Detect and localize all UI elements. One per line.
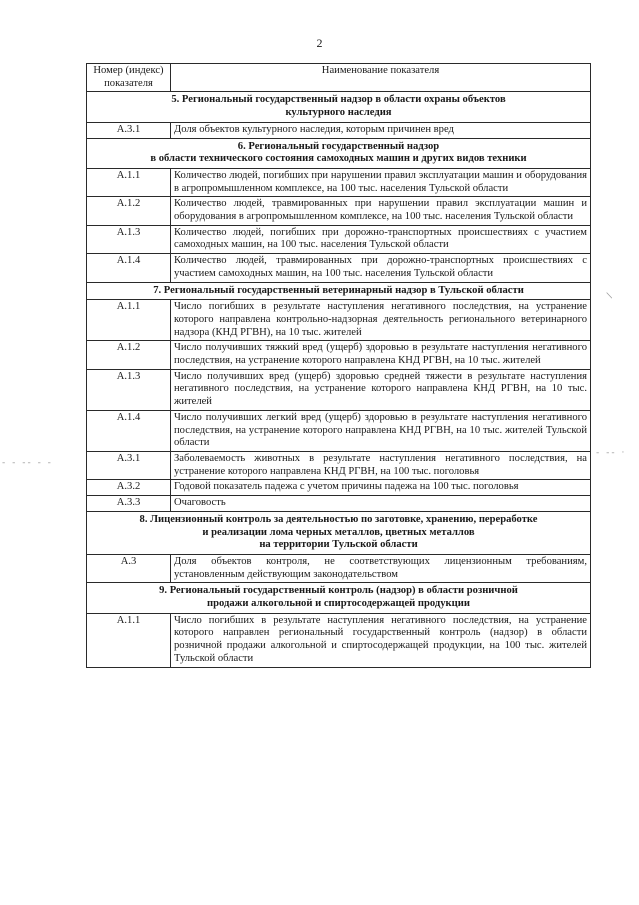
scan-artifact-left: - - -- - - bbox=[2, 458, 53, 468]
section-title-line: в области технического состояния самоходных машин и других видов техники bbox=[150, 153, 527, 165]
indicator-code: А.1.4 bbox=[87, 410, 171, 451]
table-row bbox=[87, 369, 591, 410]
table-row bbox=[87, 197, 591, 225]
section-title-row bbox=[87, 282, 591, 300]
section-title-line: 5. Региональный государственный надзор в области охраны объектов bbox=[171, 94, 506, 106]
section-title bbox=[87, 583, 591, 613]
indicator-code: А.1.2 bbox=[87, 341, 171, 369]
section-title bbox=[87, 282, 591, 300]
section-title-row bbox=[87, 138, 591, 168]
indicator-name: Количество людей, погибших при дорожно-транспортных происшествиях с участием самоходных машин, на 100 тыс. населения Тульской области bbox=[171, 225, 591, 253]
section-title-line: и реализации лома черных металлов, цветных металлов bbox=[202, 526, 475, 538]
table-row bbox=[87, 254, 591, 282]
indicator-code: А.1.3 bbox=[87, 225, 171, 253]
table-row bbox=[87, 410, 591, 451]
indicator-code: А.3.1 bbox=[87, 451, 171, 479]
header-code: Номер (индекс) показателя bbox=[87, 64, 171, 92]
table-row bbox=[87, 341, 591, 369]
indicator-name: Доля объектов культурного наследия, которым причинен вред bbox=[171, 122, 591, 138]
table-row bbox=[87, 496, 591, 512]
header-name: Наименование показателя bbox=[171, 64, 591, 92]
indicator-code: А.3.3 bbox=[87, 496, 171, 512]
indicator-name: Число получивших тяжкий вред (ущерб) здоровью в результате наступления негативного последствия, на устранение которого направлена КНД РГВН, на 10 тыс. жителей bbox=[171, 341, 591, 369]
indicator-name: Число получивших легкий вред (ущерб) здоровью в результате наступления негативного последствия, на устранение которого направлена КНД РГВН, на 10 тыс. жителей Тульской области bbox=[171, 410, 591, 451]
indicator-code: А.1.1 bbox=[87, 300, 171, 341]
section-title-row bbox=[87, 583, 591, 613]
indicator-code: А.1.1 bbox=[87, 168, 171, 196]
indicator-name: Заболеваемость животных в результате наступления негативного последствия, на устранение которого направлена КНД РГВН, на 100 тыс. поголовья bbox=[171, 451, 591, 479]
indicator-code: А.1.4 bbox=[87, 254, 171, 282]
indicator-name: Число погибших в результате наступления негативного последствия, на устранение которого направлена контрольно-надзорная деятельность регионального ветеринарного надзора (КНД РГВН), на 10 тыс. жителей bbox=[171, 300, 591, 341]
section-title-line: продажи алкогольной и спиртосодержащей продукции bbox=[207, 598, 470, 610]
indicator-name: Годовой показатель падежа с учетом причины падежа на 100 тыс. поголовья bbox=[171, 480, 591, 496]
table-row bbox=[87, 613, 591, 667]
indicator-code: А.1.1 bbox=[87, 613, 171, 667]
section-title bbox=[87, 511, 591, 554]
indicator-code: А.3.1 bbox=[87, 122, 171, 138]
table-row bbox=[87, 300, 591, 341]
table-row bbox=[87, 480, 591, 496]
table-row bbox=[87, 554, 591, 582]
indicator-code: А.1.3 bbox=[87, 369, 171, 410]
page-number: 2 bbox=[316, 36, 323, 50]
table-row bbox=[87, 168, 591, 196]
section-title bbox=[87, 138, 591, 168]
section-title-row bbox=[87, 511, 591, 554]
table-row bbox=[87, 225, 591, 253]
table-header-row bbox=[87, 64, 591, 92]
indicator-code: А.3.2 bbox=[87, 480, 171, 496]
section-title-line: 7. Региональный государственный ветеринарный надзор в Тульской области bbox=[153, 284, 524, 296]
indicator-code: А.3 bbox=[87, 554, 171, 582]
indicator-code: А.1.2 bbox=[87, 197, 171, 225]
scan-artifact-right: - -- · bbox=[596, 448, 627, 458]
indicator-name: Число получивших вред (ущерб) здоровью средней тяжести в результате наступления негативного последствия, на устранение которого направлена КНД РГВН, на 10 тыс. жителей bbox=[171, 369, 591, 410]
indicator-name: Очаговость bbox=[171, 496, 591, 512]
indicator-name: Доля объектов контроля, не соответствующих лицензионным требованиям, установленным действующим законодательством bbox=[171, 554, 591, 582]
scan-artifact-mark: / bbox=[604, 290, 617, 300]
section-title-line: 6. Региональный государственный надзор bbox=[237, 140, 440, 152]
table-row bbox=[87, 451, 591, 479]
indicators-table bbox=[86, 63, 591, 668]
indicator-name: Количество людей, погибших при нарушении правил эксплуатации машин и оборудования в агропромышленном комплексе, на 100 тыс. населения Тульской области bbox=[171, 168, 591, 196]
indicator-name: Количество людей, травмированных при нарушении правил эксплуатации машин и оборудования в агропромышленном комплексе, на 100 тыс. населения Тульской области bbox=[171, 197, 591, 225]
section-title-line: 8. Лицензионный контроль за деятельностью по заготовке, хранению, переработке bbox=[139, 513, 538, 525]
indicator-name: Количество людей, травмированных при дорожно-транспортных происшествиях с участием самоходных машин, на 100 тыс. населения Тульской области bbox=[171, 254, 591, 282]
section-title bbox=[87, 92, 591, 122]
section-title-row bbox=[87, 92, 591, 122]
indicator-name: Число погибших в результате наступления негативного последствия, на устранение которого направлен региональный государственный контроль (надзор) в области розничной продажи алкогольной и спиртосодержащей продукции, на 100 тыс. жителей Тульской области bbox=[171, 613, 591, 667]
section-title-line: культурного наследия bbox=[285, 107, 392, 119]
section-title-line: 9. Региональный государственный контроль (надзор) в области розничной bbox=[159, 585, 518, 597]
table-row bbox=[87, 122, 591, 138]
section-title-line: на территории Тульской области bbox=[259, 539, 418, 551]
